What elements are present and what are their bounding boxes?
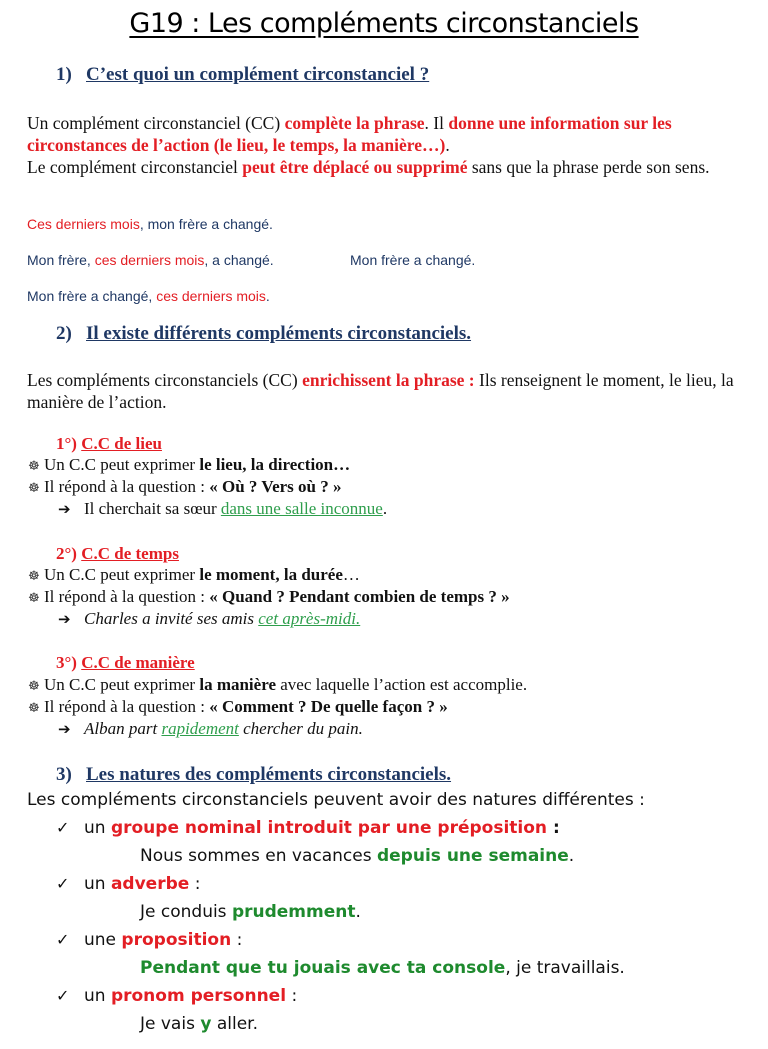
page-title: G19 : Les compléments circonstanciels [129,8,639,39]
text: Mon frère, [27,252,95,268]
text: Un complément circonstanciel (CC) [27,113,285,133]
text: Alban part [84,719,162,738]
section2-intro [27,369,747,413]
wheel-bullet-icon: ☸ [28,679,40,694]
cc-highlight: ces derniers mois [94,252,205,268]
text: . [355,902,361,922]
text: Charles a invité ses amis [84,609,259,628]
text: . [265,288,270,304]
text: . Il [424,113,449,133]
sub-number: 2°) [56,544,77,563]
cc-lieu-heading [56,434,162,454]
wheel-bullet-icon: ☸ [28,701,40,716]
nature-example-3 [140,958,625,978]
cc-lieu-example [58,499,387,519]
cc-example: Pendant que tu jouais avec ta console [140,958,506,978]
checkmark-icon: ✓ [56,986,70,1005]
text: : [231,930,243,950]
highlight: donne une information sur les circonstances de l’action (le lieu, le temps, la manière…) [27,113,672,155]
text: Je conduis [140,902,232,922]
example-1 [27,216,273,232]
example-3 [27,288,270,304]
cc-example: rapidement [161,719,239,738]
text: aller. [211,1014,258,1034]
section3-number: 3) [56,764,72,785]
text: Nous sommes en vacances [140,846,377,866]
section1-heading [56,64,429,86]
checkmark-icon: ✓ [56,818,70,837]
arrow-right-icon: ➔ [58,610,71,628]
wheel-bullet-icon: ☸ [28,459,40,474]
text: , a changé. [204,252,274,268]
bold-text: « Quand ? Pendant combien de temps ? » [209,587,510,606]
sub-label: C.C de temps [81,544,179,563]
cc-example: depuis une semaine [376,846,569,866]
cc-lieu-line2 [28,477,342,497]
text: un [84,874,111,894]
section3-title: Les natures des compléments circonstanciels. [86,764,452,785]
text: , je travaillais. [505,958,625,978]
nature-item-1 [56,818,560,838]
cc-temps-line2 [28,587,510,607]
bold-text: la manière [199,675,276,694]
wheel-bullet-icon: ☸ [28,481,40,496]
text: . [382,499,388,518]
text: un [84,818,111,838]
text: Il répond à la question : [44,697,210,716]
cc-example: y [200,1014,212,1034]
nature-item-3 [56,930,242,950]
nature-example-2 [140,902,361,922]
text: , mon frère a changé. [139,216,273,232]
nature-label: groupe nominal introduit par une préposition [110,818,548,838]
nature-example-1 [140,846,574,866]
text: … [342,565,360,584]
cc-highlight: Ces derniers mois [27,216,140,232]
text: chercher du pain. [238,719,363,738]
section3-intro: Les compléments circonstanciels peuvent avoir des natures différentes : [27,790,645,810]
cc-temps-heading [56,544,179,564]
section2-title: Il existe différents compléments circonstanciels. [86,323,472,344]
section2-number: 2) [56,323,72,344]
cc-example: cet après-midi. [258,609,361,628]
cc-temps-example [58,609,360,629]
arrow-right-icon: ➔ [58,500,71,518]
text: avec laquelle l’action est accomplie. [276,675,528,694]
cc-maniere-example [58,719,363,739]
text: Le complément circonstanciel [27,157,243,177]
cc-maniere-line2 [28,697,448,717]
sub-label: C.C de manière [81,653,195,672]
text: : [547,818,560,838]
text: Il répond à la question : [44,587,210,606]
bold-text: « Comment ? De quelle façon ? » [209,697,448,716]
text: : [189,874,201,894]
cc-example: dans une salle inconnue [220,499,383,518]
cc-example: prudemment [231,902,356,922]
bold-text: « Où ? Vers où ? » [209,477,342,496]
section1-paragraph [27,112,747,178]
bold-text: le lieu, la direction… [199,455,351,474]
wheel-bullet-icon: ☸ [28,591,40,606]
wheel-bullet-icon: ☸ [28,569,40,584]
arrow-right-icon: ➔ [58,720,71,738]
text: Ils renseignent le moment, le lieu, la manière de l’action. [27,370,734,412]
text: . [568,846,575,866]
text: Un C.C peut exprimer [44,455,200,474]
highlight: complète la phrase [284,113,425,133]
text: une [84,930,122,950]
text: Il répond à la question : [44,477,210,496]
text: Un C.C peut exprimer [44,675,200,694]
checkmark-icon: ✓ [56,930,70,949]
sub-number: 1°) [56,434,77,453]
nature-example-4 [140,1014,258,1034]
cc-maniere-line1 [28,675,527,695]
section1-number: 1) [56,64,72,85]
checkmark-icon: ✓ [56,874,70,893]
text: : [286,986,298,1006]
example-2 [27,252,274,268]
text: Un C.C peut exprimer [44,565,200,584]
cc-temps-line1 [28,565,360,585]
highlight: enrichissent la phrase : [302,370,475,390]
nature-label: adverbe [110,874,190,894]
highlight: peut être déplacé ou supprimé [242,157,468,177]
nature-label: pronom personnel [110,986,287,1006]
section1-title: C’est quoi un complément circonstanciel ? [86,64,430,85]
example-2b: Mon frère a changé. [350,252,476,268]
bold-text: le moment, la durée [199,565,343,584]
sub-label: C.C de lieu [81,434,162,453]
nature-item-2 [56,874,200,894]
cc-highlight: ces derniers mois [156,288,266,304]
section2-heading [56,323,471,345]
text: . [445,135,450,155]
sub-number: 3°) [56,653,77,672]
nature-label: proposition [121,930,232,950]
text: Les compléments circonstanciels (CC) [27,370,303,390]
cc-maniere-heading [56,653,195,673]
text: Je vais [140,1014,201,1034]
text: un [84,986,111,1006]
cc-lieu-line1 [28,455,350,475]
text: Il cherchait sa sœur [84,499,221,518]
nature-item-4 [56,986,297,1006]
text: Mon frère a changé, [27,288,157,304]
text: sans que la phrase perde son sens. [467,157,710,177]
section3-heading [56,764,451,786]
